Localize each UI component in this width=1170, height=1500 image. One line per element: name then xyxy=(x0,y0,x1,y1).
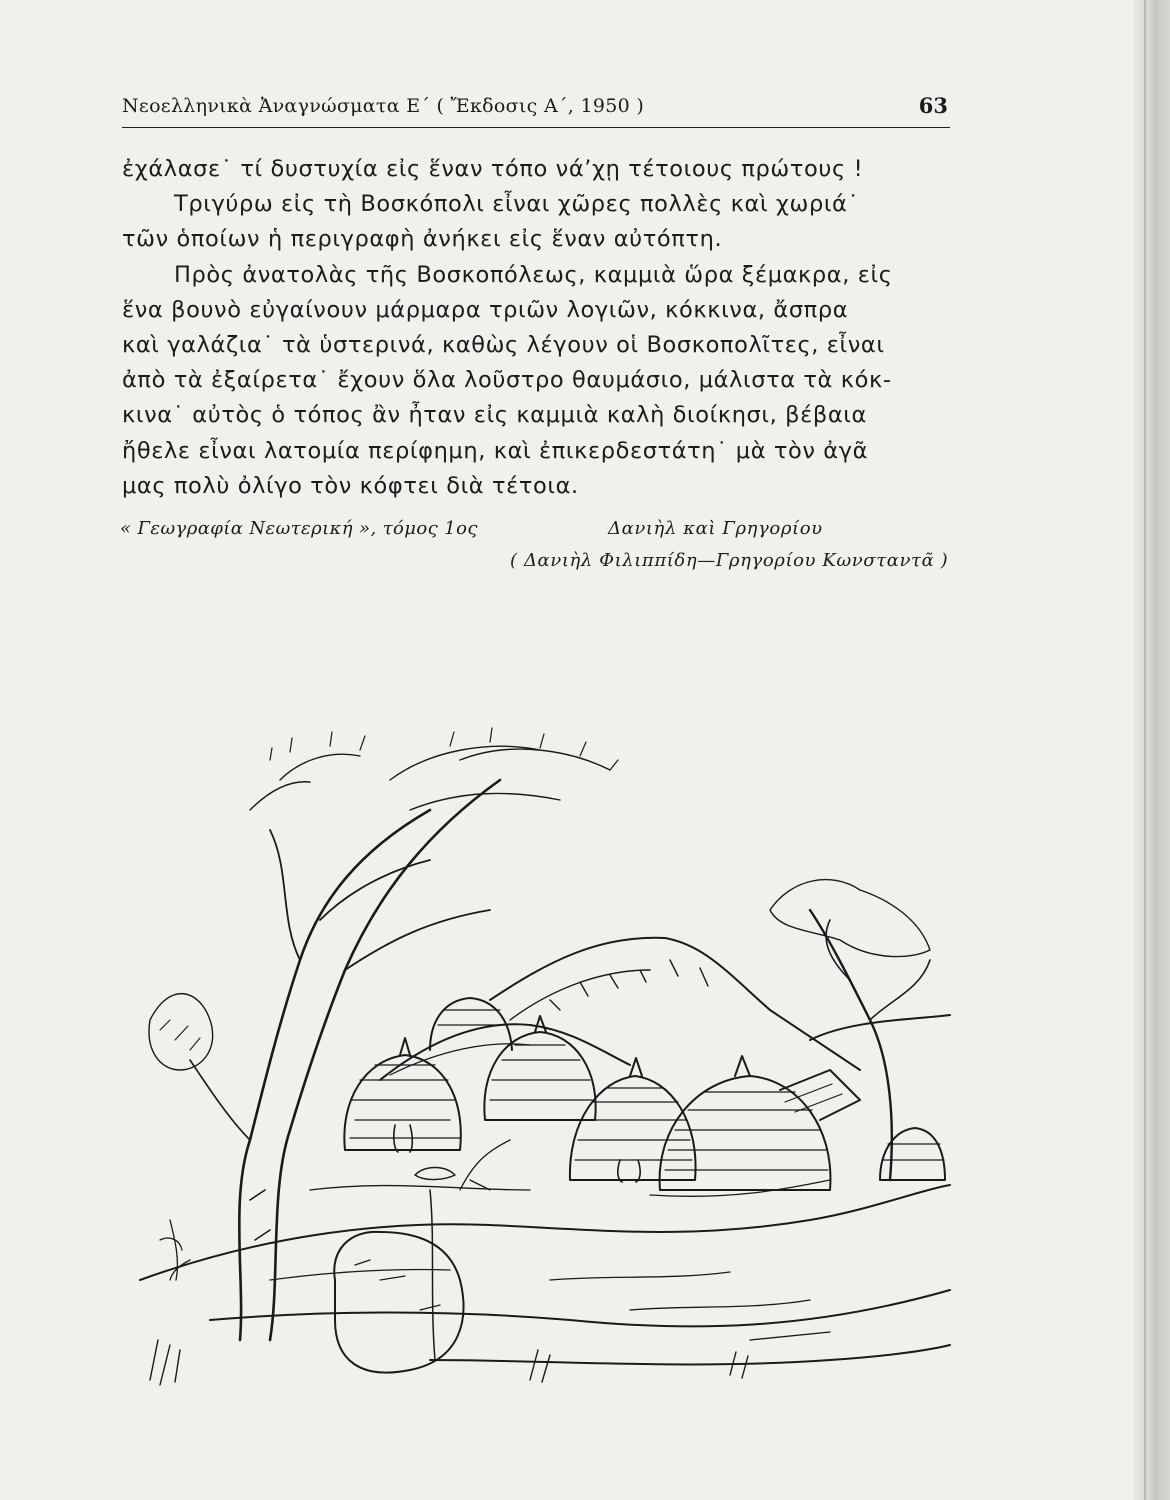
page-edge xyxy=(1134,0,1170,1500)
running-header xyxy=(122,93,950,128)
rock xyxy=(334,1232,463,1373)
running-title: Νεοελληνικὰ Ἀναγνώσματα Ε΄ ( Ἔκδοσις Α΄, 1950 ) xyxy=(122,95,645,117)
page-number: 63 xyxy=(918,93,948,118)
text-line: ἕνα βουνὸ εὐγαίνουν μάρμαρα τριῶν λογιῶν, κόκκινα, ἄσπρα xyxy=(122,296,849,323)
text-line: ἤθελε εἶναι λατομία περίφημη, καὶ ἐπικερδεστάτη˙ μὰ τὸν ἀγᾶ xyxy=(122,437,869,464)
flower-stem xyxy=(415,1140,510,1360)
text-line: ἐχάλασε˙ τί δυστυχία εἰς ἕναν τόπο νά’χῃ τέτοιους πρώτους ! xyxy=(122,156,864,182)
grass xyxy=(150,1340,748,1385)
hill-left xyxy=(380,1024,630,1080)
ground-line xyxy=(430,1345,950,1364)
text-line: μας πολὺ ὀλίγο τὸν κόφτει διὰ τέτοια. xyxy=(122,472,579,499)
text-line: ἀπὸ τὰ ἐξαίρετα˙ ἔχουν ὅλα λοῦστρο θαυμάσιο, μάλιστα τὰ κόκ- xyxy=(122,367,892,394)
ground-line xyxy=(210,1290,950,1326)
text-line: κινα˙ αὐτὸς ὁ τόπος ἂν ἦταν εἰς καμμιὰ καλὴ διοίκησι, βέβαια xyxy=(122,402,867,429)
hill-right xyxy=(810,1015,950,1040)
text-line: τῶν ὁποίων ἡ περιγραφὴ ἀνήκει εἰς ἕναν αὐτόπτη. xyxy=(122,226,723,253)
text-line: Τριγύρω εἰς τὴ Βοσκόπολι εἶναι χῶρες πολλὲς καὶ χωριά˙ xyxy=(174,191,860,218)
bush xyxy=(149,994,213,1070)
citation-source: « Γεωγραφία Νεωτερική », τόμος 1ος xyxy=(120,518,478,539)
citation-authors-full: ( Δανιὴλ Φιλιππίδη—Γρηγορίου Κωνσταντᾶ ) xyxy=(510,550,949,571)
text-line: Πρὸς ἀνατολὰς τῆς Βοσκοπόλεως, καμμιὰ ὥρα ξέμακρα, εἰς xyxy=(174,261,893,288)
ground-line xyxy=(140,1185,950,1280)
hut xyxy=(660,1056,831,1190)
citation-authors: Δανιὴλ καὶ Γρηγορίου xyxy=(608,518,823,539)
hut xyxy=(484,1016,595,1120)
text-line: καὶ γαλάζια˙ τὰ ὑστερινά, καθὼς λέγουν οἱ Βοσκοπολῖτες, εἶναι xyxy=(122,332,885,359)
hut xyxy=(344,1038,460,1152)
tree-right xyxy=(770,880,930,1180)
mountain xyxy=(490,938,860,1070)
body-text xyxy=(122,152,952,504)
village-illustration xyxy=(130,720,960,1400)
roof-structure xyxy=(780,1070,860,1120)
